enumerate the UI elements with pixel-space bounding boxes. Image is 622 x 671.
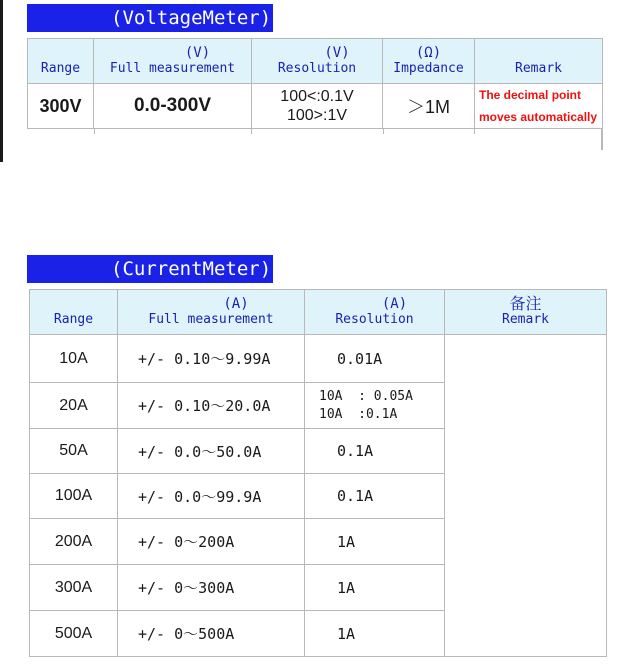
vm-cell-impedance: ＞1M [383, 84, 475, 129]
vm-header-resolution-unit: (V) [324, 45, 350, 61]
vm-cell-range: 300V [28, 84, 94, 129]
vm-table-row [28, 84, 603, 129]
cm-cell-resolution: 0.01A [305, 335, 445, 383]
vm-tail-line [601, 128, 603, 150]
cm-header-remark-label: Remark [502, 312, 549, 327]
cm-header-resolution-label: Resolution [335, 312, 414, 327]
cm-cell-resolution [305, 383, 445, 429]
cm-cell-resolution: 0.1A [305, 474, 445, 519]
cm-cell-full: +/- 0.0～50.0A [118, 429, 305, 474]
vm-remark-line2: moves automatically [479, 110, 598, 124]
cm-header-resolution [305, 290, 445, 335]
vm-header-resolution [252, 39, 383, 84]
voltage-meter-title: (VoltageMeter) [27, 4, 273, 32]
cm-resolution-line2: 10A :0.1A [319, 406, 398, 422]
vm-header-range-label: Range [40, 61, 81, 76]
vm-cell-resolution [252, 84, 383, 129]
vm-header-full [94, 39, 252, 84]
vm-cell-remark [475, 84, 603, 129]
vm-header-full-label: Full measurement [109, 61, 236, 76]
vm-tail-line [474, 128, 475, 134]
vm-tail-line [94, 128, 95, 134]
cm-cell-resolution: 1A [305, 565, 445, 611]
cm-cell-range: 20A [30, 383, 118, 429]
current-meter-table [29, 289, 607, 657]
cm-cell-range: 50A [30, 429, 118, 474]
cm-cell-range: 300A [30, 565, 118, 611]
cm-cell-resolution: 1A [305, 519, 445, 565]
cm-header-remark [445, 290, 607, 335]
cm-header-full [118, 290, 305, 335]
vm-remark-line1: The decimal point [479, 88, 582, 102]
cm-header-range [30, 290, 118, 335]
cm-resolution-line1: 10A : 0.05A [319, 388, 413, 404]
cm-cell-full: +/- 0.10～9.99A [118, 335, 305, 383]
cm-cell-range: 10A [30, 335, 118, 383]
cm-table-row [30, 335, 607, 383]
vm-resolution-line1: 100<:0.1V [280, 88, 354, 105]
cm-header-full-label: Full measurement [148, 312, 274, 327]
vm-header-full-unit: (V) [184, 45, 211, 61]
current-meter-title: (CurrentMeter) [27, 255, 273, 283]
cm-cell-full: +/- 0～300A [118, 565, 305, 611]
vm-cell-full: 0.0-300V [94, 84, 252, 129]
vm-tail-line [383, 128, 384, 134]
cm-cell-full: +/- 0～200A [118, 519, 305, 565]
cm-header-range-label: Range [53, 312, 94, 327]
vm-header-resolution-label: Resolution [277, 61, 357, 76]
cm-cell-full: +/- 0.0～99.9A [118, 474, 305, 519]
cm-header-remark-cn: 备注 [509, 294, 542, 313]
vm-header-impedance-label: Impedance [393, 61, 464, 76]
cm-cell-resolution: 0.1A [305, 429, 445, 474]
cm-header-resolution-unit: (A) [381, 296, 408, 312]
page-left-border [0, 0, 3, 162]
cm-cell-resolution: 1A [305, 611, 445, 657]
cm-header-full-unit: (A) [223, 296, 249, 312]
vm-header-impedance [383, 39, 475, 84]
vm-header-range [28, 39, 94, 84]
vm-header-remark [475, 39, 603, 84]
cm-cell-full: +/- 0.10～20.0A [118, 383, 305, 429]
vm-header-remark-label: Remark [515, 61, 562, 76]
cm-cell-range: 500A [30, 611, 118, 657]
cm-cell-full: +/- 0～500A [118, 611, 305, 657]
cm-cell-range: 200A [30, 519, 118, 565]
cm-cell-remark-empty [445, 335, 607, 657]
cm-cell-range: 100A [30, 474, 118, 519]
vm-resolution-line2: 100>:1V [286, 107, 348, 124]
vm-tail-line [251, 128, 252, 134]
vm-header-impedance-unit: (Ω) [415, 45, 442, 61]
voltage-meter-table [27, 38, 603, 129]
